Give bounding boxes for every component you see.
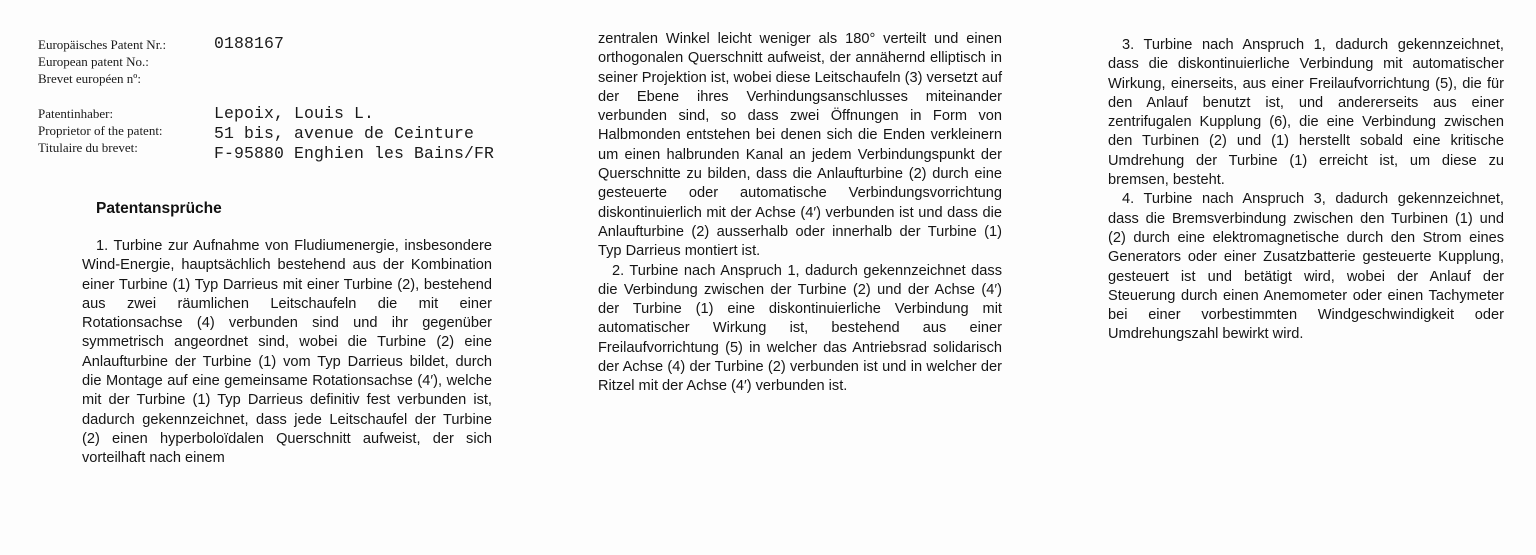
claim-1-text: 1. Turbine zur Aufnahme von Fludiumenergie, insbesondere Wind-Energie, hauptsächlich bestehend aus der Kombination einer Turbine (1) Typ Darrieus mit einer Turbine (2), bestehend aus zwei räumlichen Leitschaufeln die mit einer Rotationsachse (4) verbunden sind und ihr gegenüber symmetrisch angeordnet sind, wobei die Turbine (2) eine Anlaufturbine der Turbine (1) vom Typ Darrieus bildet, durch die Montage auf eine gemeinsame Rotationsachse (4′), welche mit der Turbine (1) Typ Darrieus definitiv fest verbunden ist, dadurch gekennzeichnet, dass jede Leitschaufel der Turbine (2) einen hyperboloïdalen Querschnitt aufweist, der sich vorteilhaft nach einem <box>82 238 492 467</box>
claims-column-3 <box>1108 36 1504 345</box>
patent-metadata <box>38 36 558 164</box>
claims-heading: Patentansprüche <box>96 200 222 217</box>
patent-owner-label-en: Proprietor of the patent: <box>38 123 163 138</box>
claim-1-continuation: zentralen Winkel leicht weniger als 180° verteilt und einen orthogonalen Querschnitt aufweist, der annähernd elliptisch in seiner Projektion ist, wobei diese Leitschaufeln (3) versetzt auf der Ebene ihres Verhindungsanschlusses miteinander verbunden sind, so dass zwei Öffnungen in Form von Halbmonden entstehen bei denen sich die Enden verkleinern um einen halbrunden Kanal an jedem Verbindungspunkt der Querschnitte zu bilden, dass die Anlaufturbine (2) durch eine gesteuerte oder automatische Verbindungsvorrichtung diskontinuierlich mit der Achse (4′) verbunden ist und dass die Anlaufturbine (2) ausserhalb oder innerhalb der Turbine (1) Typ Darrieus montiert ist. <box>598 31 1002 260</box>
claims-column-2 <box>598 30 1002 397</box>
claim-2-text: 2. Turbine nach Anspruch 1, dadurch gekennzeichnet dass die Verbindung zwischen der Turbine (2) und der Achse (4′) der Turbine (1) eine diskontinuierliche Verbindung mit automatischer Wirkung ist, bestehend aus einer Freilaufvorrichtung (5) in welcher das Antriebsrad solidarisch der Achse (4) der Turbine (2) verbunden ist und in welcher der Ritzel mit der Achse (4′) verbunden ist. <box>598 262 1002 395</box>
patent-number-label-en: European patent No.: <box>38 54 149 69</box>
patent-owner-labels <box>38 105 214 156</box>
claim-4-text: 4. Turbine nach Anspruch 3, dadurch gekennzeichnet, dass die Bremsverbindung zwischen den Turbinen (1) und (2) durch eine elektromagnetische durch den Strom eines Generators oder einer Zusatzbatterie gesteuerte Kupplung, gesteuert ist und betätigt wird, wobei der Anlauf der Steuerung durch einen Anemometer oder einen Tachymeter bei einer vorbestimmten Windgeschwindigkeit oder Umdrehungszahl bewirkt wird. <box>1108 191 1504 343</box>
patent-number: 0188167 <box>214 34 285 53</box>
owner-name: Lepoix, Louis L. <box>214 104 375 123</box>
patent-owner-values <box>214 104 494 164</box>
patent-owner-row <box>38 105 558 164</box>
claim-3-text: 3. Turbine nach Anspruch 1, dadurch gekennzeichnet, dass die diskontinuierliche Verbindung mit automatischer Wirkung, einerseits, aus einer Freilaufvorrichtung (5), die für den Anlauf benutzt ist, und andererseits aus einer zentrifugalen Kupplung (6), die eine Verbindung zwischen den Turbinen (2) und (1) herstellt sobald eine kritische Umdrehung der Turbine (1) erreicht ist, um diese zu bremsen, besteht. <box>1108 37 1504 189</box>
owner-city: F-95880 Enghien les Bains/FR <box>214 144 495 163</box>
owner-street: 51 bis, avenue de Ceinture <box>214 124 475 143</box>
patent-owner-label-fr: Titulaire du brevet: <box>38 140 138 155</box>
patent-owner-label-de: Patentinhaber: <box>38 106 114 121</box>
claims-column-1 <box>82 237 492 469</box>
patent-number-label-de: Europäisches Patent Nr.: <box>38 37 167 52</box>
patent-number-label-fr: Brevet européen nº: <box>38 71 141 86</box>
patent-number-row <box>38 36 558 87</box>
patent-number-labels <box>38 36 214 87</box>
